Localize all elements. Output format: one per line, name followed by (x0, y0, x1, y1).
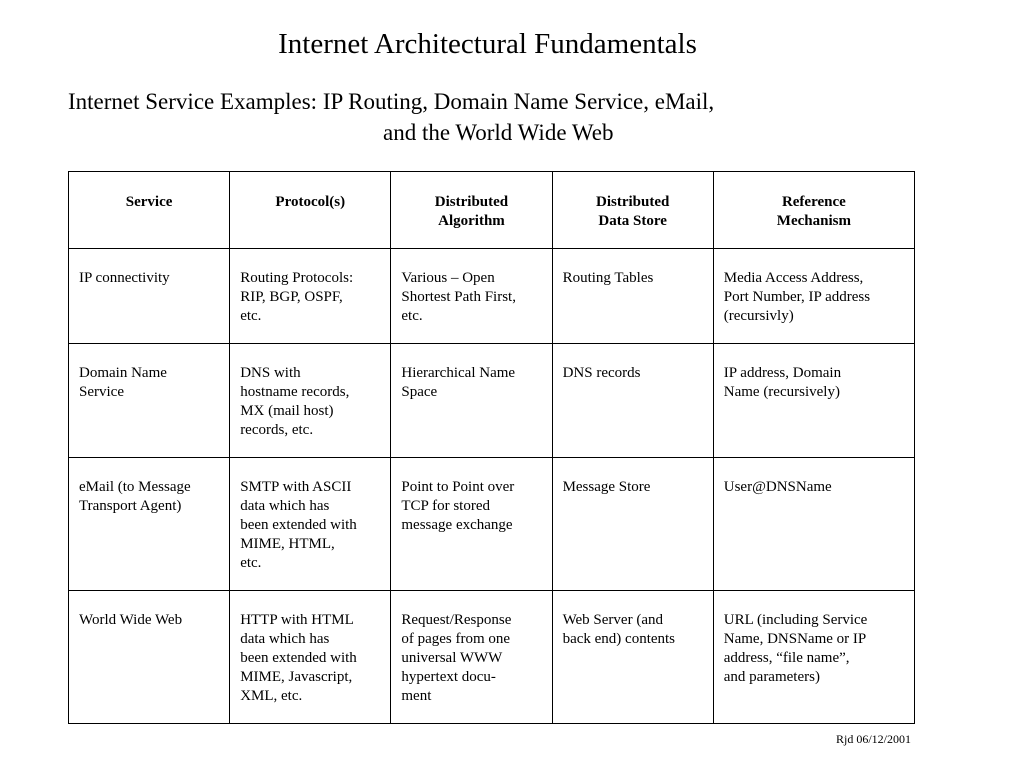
cell-text-line: data which has (240, 631, 330, 647)
header-distributed-algorithm (391, 172, 552, 249)
cell-service (69, 249, 230, 344)
cell-distributed-algorithm (391, 591, 552, 724)
cell-text-line: MIME, HTML, (240, 536, 335, 552)
cell-text-line: etc. (401, 308, 423, 324)
header-reference-mechanism (713, 172, 914, 249)
cell-text-line: (recursivly) (723, 308, 794, 324)
cell-service (69, 458, 230, 591)
cell-protocols (230, 458, 391, 591)
cell-text-line: Protocol(s) (275, 194, 346, 210)
cell-distributed-algorithm (391, 458, 552, 591)
cell-text-line: HTTP with HTML (240, 612, 354, 628)
cell-text-line: XML, etc. (240, 688, 303, 704)
cell-reference-mechanism (713, 249, 914, 344)
table-row-world-wide-web (69, 591, 915, 724)
cell-text-line: URL (including Service (723, 612, 868, 628)
cell-distributed-data-store (552, 249, 713, 344)
cell-text-line: universal WWW (401, 650, 503, 666)
service-examples-table (68, 171, 915, 724)
cell-protocols (230, 344, 391, 458)
cell-text-line: Various – Open (401, 270, 495, 286)
cell-text-line: Data Store (598, 213, 667, 229)
table-header-row (69, 172, 915, 249)
cell-text-line: DNS with (240, 365, 301, 381)
cell-text-line: been extended with (240, 650, 357, 666)
cell-text-line: User@DNSName (723, 479, 832, 495)
cell-text-line: Reference (781, 194, 846, 210)
cell-text-line: message exchange (401, 517, 513, 533)
cell-text-line: MIME, Javascript, (240, 669, 353, 685)
cell-text-line: eMail (to Message (79, 479, 191, 495)
cell-text-line: hypertext docu- (401, 669, 496, 685)
cell-text-line: etc. (240, 555, 262, 571)
cell-distributed-data-store (552, 458, 713, 591)
subtitle-line-2: and the World Wide Web (383, 120, 614, 145)
cell-text-line: Message Store (562, 479, 651, 495)
cell-distributed-data-store (552, 591, 713, 724)
cell-text-line: Service (79, 384, 124, 400)
cell-text-line: address, “file name”, (723, 650, 850, 666)
cell-text-line: Domain Name (79, 365, 167, 381)
cell-text-line: Algorithm (438, 213, 505, 229)
cell-protocols (230, 591, 391, 724)
cell-service (69, 591, 230, 724)
table-row-email (69, 458, 915, 591)
cell-text-line: etc. (240, 308, 262, 324)
header-distributed-data-store (552, 172, 713, 249)
cell-text-line: back end) contents (562, 631, 676, 647)
cell-text-line: RIP, BGP, OSPF, (240, 289, 343, 305)
cell-text-line: World Wide Web (79, 612, 183, 628)
cell-text-line: been extended with (240, 517, 357, 533)
cell-text-line: ment (401, 688, 432, 704)
slide-subtitle (68, 86, 928, 148)
cell-text-line: hostname records, (240, 384, 350, 400)
cell-text-line: Distributed (434, 194, 509, 210)
cell-service (69, 344, 230, 458)
header-service (69, 172, 230, 249)
table-row-ip-connectivity (69, 249, 915, 344)
cell-text-line: MX (mail host) (240, 403, 334, 419)
cell-text-line: TCP for stored (401, 498, 490, 514)
cell-reference-mechanism (713, 344, 914, 458)
cell-text-line: and parameters) (723, 669, 820, 685)
cell-text-line: DNS records (562, 365, 641, 381)
cell-text-line: Name (recursively) (723, 384, 840, 400)
cell-text-line: Media Access Address, (723, 270, 864, 286)
cell-distributed-data-store (552, 344, 713, 458)
cell-text-line: Name, DNSName or IP (723, 631, 867, 647)
cell-reference-mechanism (713, 591, 914, 724)
cell-text-line: Distributed (595, 194, 670, 210)
cell-text-line: Request/Response (401, 612, 512, 628)
cell-distributed-algorithm (391, 344, 552, 458)
cell-text-line: of pages from one (401, 631, 511, 647)
cell-text-line: records, etc. (240, 422, 314, 438)
cell-text-line: Web Server (and (562, 612, 663, 628)
footer-credit: Rjd 06/12/2001 (836, 732, 912, 746)
cell-text-line: Point to Point over (401, 479, 515, 495)
cell-distributed-algorithm (391, 249, 552, 344)
cell-text-line: Hierarchical Name (401, 365, 516, 381)
cell-text-line: data which has (240, 498, 330, 514)
cell-text-line: Port Number, IP address (723, 289, 871, 305)
cell-text-line: Shortest Path First, (401, 289, 516, 305)
cell-reference-mechanism (713, 458, 914, 591)
subtitle-line-1: Internet Service Examples: IP Routing, Domain Name Service, eMail, (68, 89, 715, 114)
table-row-domain-name-service (69, 344, 915, 458)
cell-text-line: IP connectivity (79, 270, 170, 286)
cell-text-line: Mechanism (776, 213, 851, 229)
cell-text-line: Routing Protocols: (240, 270, 354, 286)
slide-title: Internet Architectural Fundamentals (278, 28, 697, 60)
cell-text-line: Routing Tables (562, 270, 654, 286)
cell-text-line: Service (125, 194, 173, 210)
cell-protocols (230, 249, 391, 344)
cell-text-line: Space (401, 384, 438, 400)
header-protocols (230, 172, 391, 249)
cell-text-line: IP address, Domain (723, 365, 842, 381)
cell-text-line: Transport Agent) (79, 498, 182, 514)
cell-text-line: SMTP with ASCII (240, 479, 352, 495)
